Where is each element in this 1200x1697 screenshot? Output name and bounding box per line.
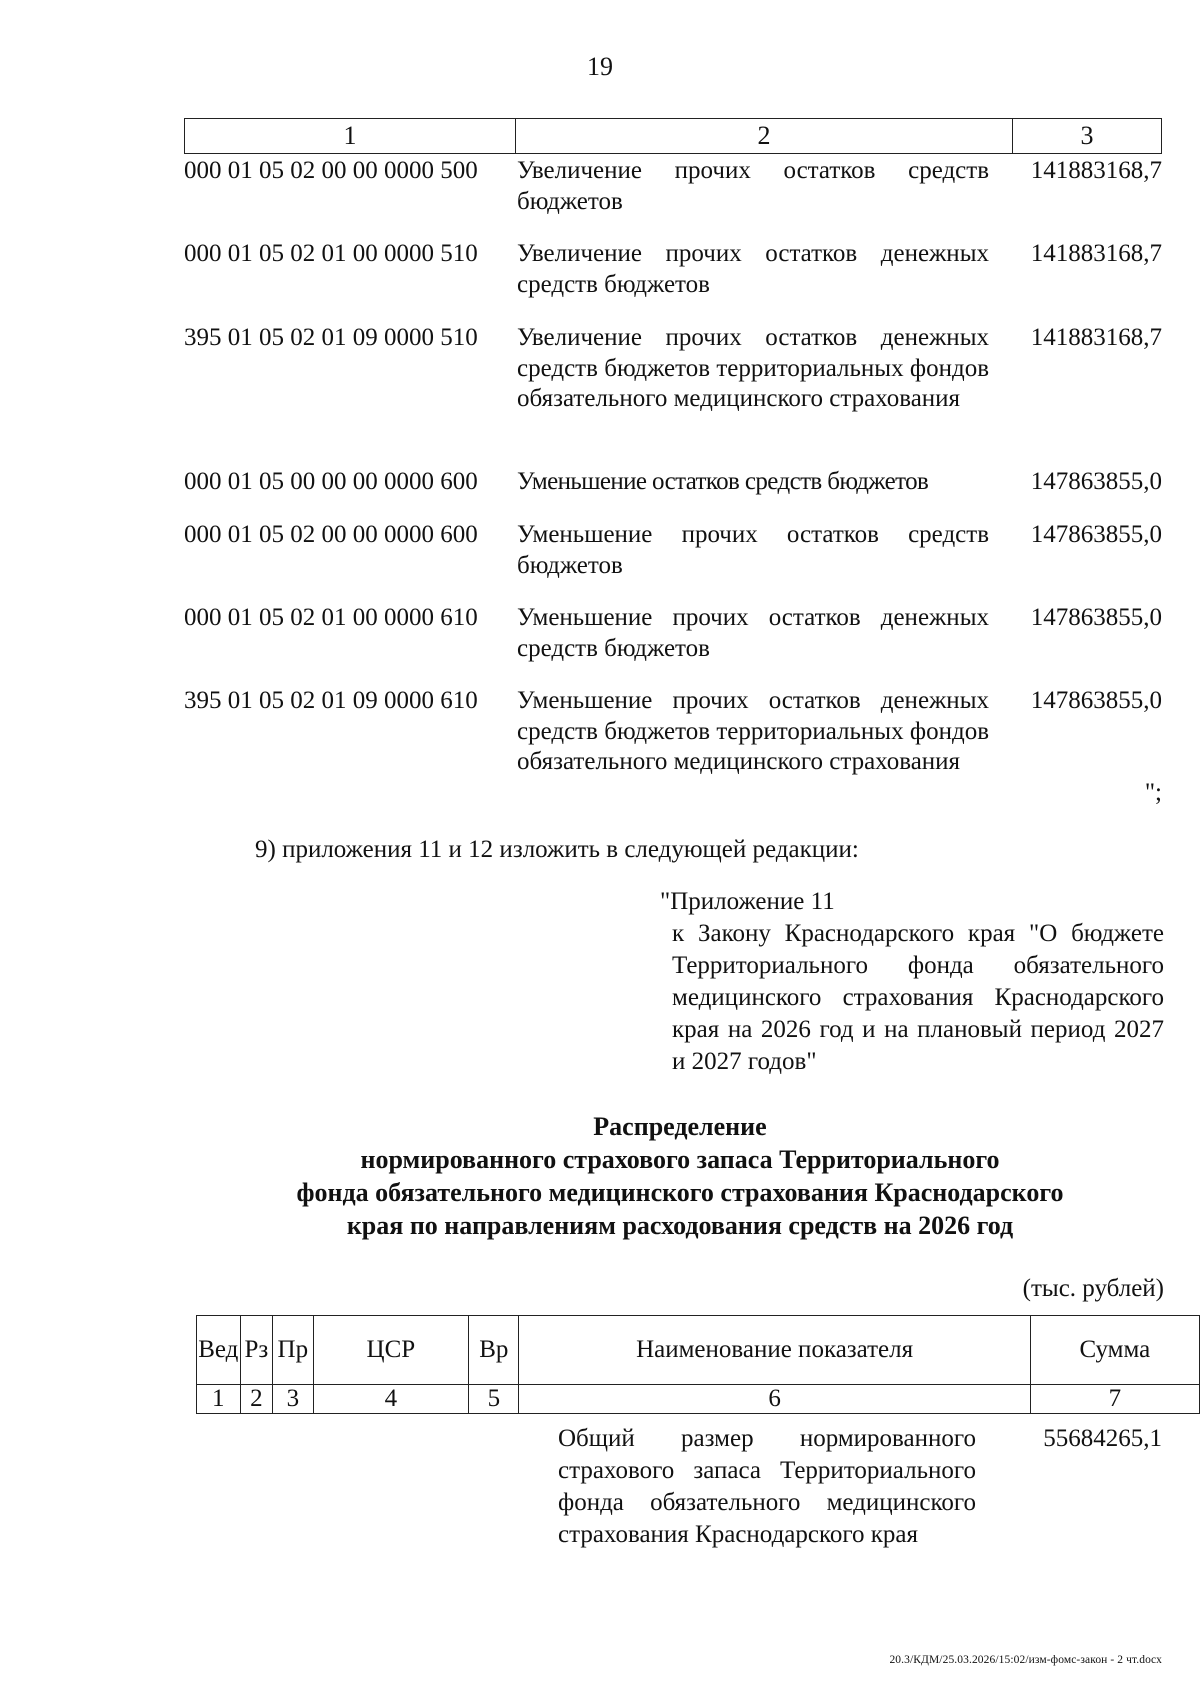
column-header: Пр [273, 1316, 313, 1385]
column-number: 6 [519, 1385, 1030, 1414]
row-amount: 141883168,7 [1030, 157, 1162, 184]
row-name: Увеличение прочих остатков денежных средств бюджетов территориальных фондов обязательного медицинского страхования [517, 324, 989, 412]
row-amount: 147863855,0 [1030, 521, 1162, 548]
column-number: 7 [1030, 1385, 1199, 1414]
budget-code: 395 01 05 02 01 09 0000 610 [184, 687, 478, 714]
row-amount: 147863855,0 [1030, 687, 1162, 714]
column-number: 5 [469, 1385, 519, 1414]
amendment-item-9: 9) приложения 11 и 12 изложить в следующей редакции: [255, 836, 859, 863]
heading-line: края по направлениям расходования средств на 2026 год [346, 1211, 1014, 1240]
row-amount: 141883168,7 [1030, 324, 1162, 351]
column-header: Вр [469, 1316, 519, 1385]
heading-line: Распределение [593, 1112, 767, 1141]
budget-code: 000 01 05 02 00 00 0000 500 [184, 157, 478, 184]
column-header: Сумма [1030, 1316, 1199, 1385]
row-name: Уменьшение остатков средств бюджетов [517, 468, 929, 495]
file-footer: 20.3/КДМ/25.03.2026/15:02/изм-фомс-закон - 2 чт.docx [889, 1654, 1162, 1666]
table-header [184, 118, 1162, 154]
column-header: Вед [197, 1316, 241, 1385]
row-amount: 55684265,1 [1043, 1425, 1162, 1452]
table-header-row [197, 1316, 1200, 1385]
heading-line: нормированного страхового запаса Территориального [360, 1145, 1000, 1174]
column-header: Рз [240, 1316, 273, 1385]
column-number: 1 [197, 1385, 241, 1414]
column-header: 3 [1080, 121, 1094, 150]
budget-code: 000 01 05 00 00 00 0000 600 [184, 468, 478, 495]
closing-quote: "; [1144, 779, 1162, 806]
appendix-text: к Закону Краснодарского края "О бюджете Территориального фонда обязательного медицинского страхования Краснодарского края на 2026 год и на плановый период 2027 и 2027 годов" [672, 920, 1164, 1075]
row-amount: 141883168,7 [1030, 240, 1162, 267]
column-number: 4 [313, 1385, 469, 1414]
units-label: (тыс. рублей) [1022, 1275, 1164, 1302]
appendix-title: "Приложение 11 [660, 888, 835, 915]
row-name: Увеличение прочих остатков средств бюджетов [517, 157, 989, 215]
document-heading [0, 1110, 1200, 1242]
column-header: 1 [185, 119, 516, 153]
budget-code: 395 01 05 02 01 09 0000 510 [184, 324, 478, 351]
column-header: ЦСР [313, 1316, 469, 1385]
page-number: 19 [587, 52, 613, 81]
row-name: Уменьшение прочих остатков денежных средств бюджетов территориальных фондов обязательного медицинского страхования [517, 687, 989, 775]
heading-line: фонда обязательного медицинского страхования Краснодарского [296, 1178, 1064, 1207]
budget-code: 000 01 05 02 00 00 0000 600 [184, 521, 478, 548]
budget-code: 000 01 05 02 01 00 0000 510 [184, 240, 478, 267]
column-header: 2 [516, 119, 1013, 153]
row-amount: 147863855,0 [1030, 468, 1162, 495]
distribution-table [196, 1315, 1200, 1414]
column-number: 2 [240, 1385, 273, 1414]
column-number: 3 [273, 1385, 313, 1414]
row-name: Общий размер нормированного страхового запаса Территориального фонда обязательного медицинского страхования Краснодарского края [558, 1425, 976, 1548]
appendix-block [660, 886, 1164, 1078]
table-row [558, 1423, 1164, 1551]
budget-code: 000 01 05 02 01 00 0000 610 [184, 604, 478, 631]
column-header: Наименование показателя [519, 1316, 1030, 1385]
row-amount: 147863855,0 [1030, 604, 1162, 631]
row-name: Уменьшение прочих остатков денежных средств бюджетов [517, 604, 989, 662]
column-number-row [197, 1385, 1200, 1414]
row-name: Уменьшение прочих остатков средств бюджетов [517, 521, 989, 579]
row-name: Увеличение прочих остатков денежных средств бюджетов [517, 240, 989, 298]
